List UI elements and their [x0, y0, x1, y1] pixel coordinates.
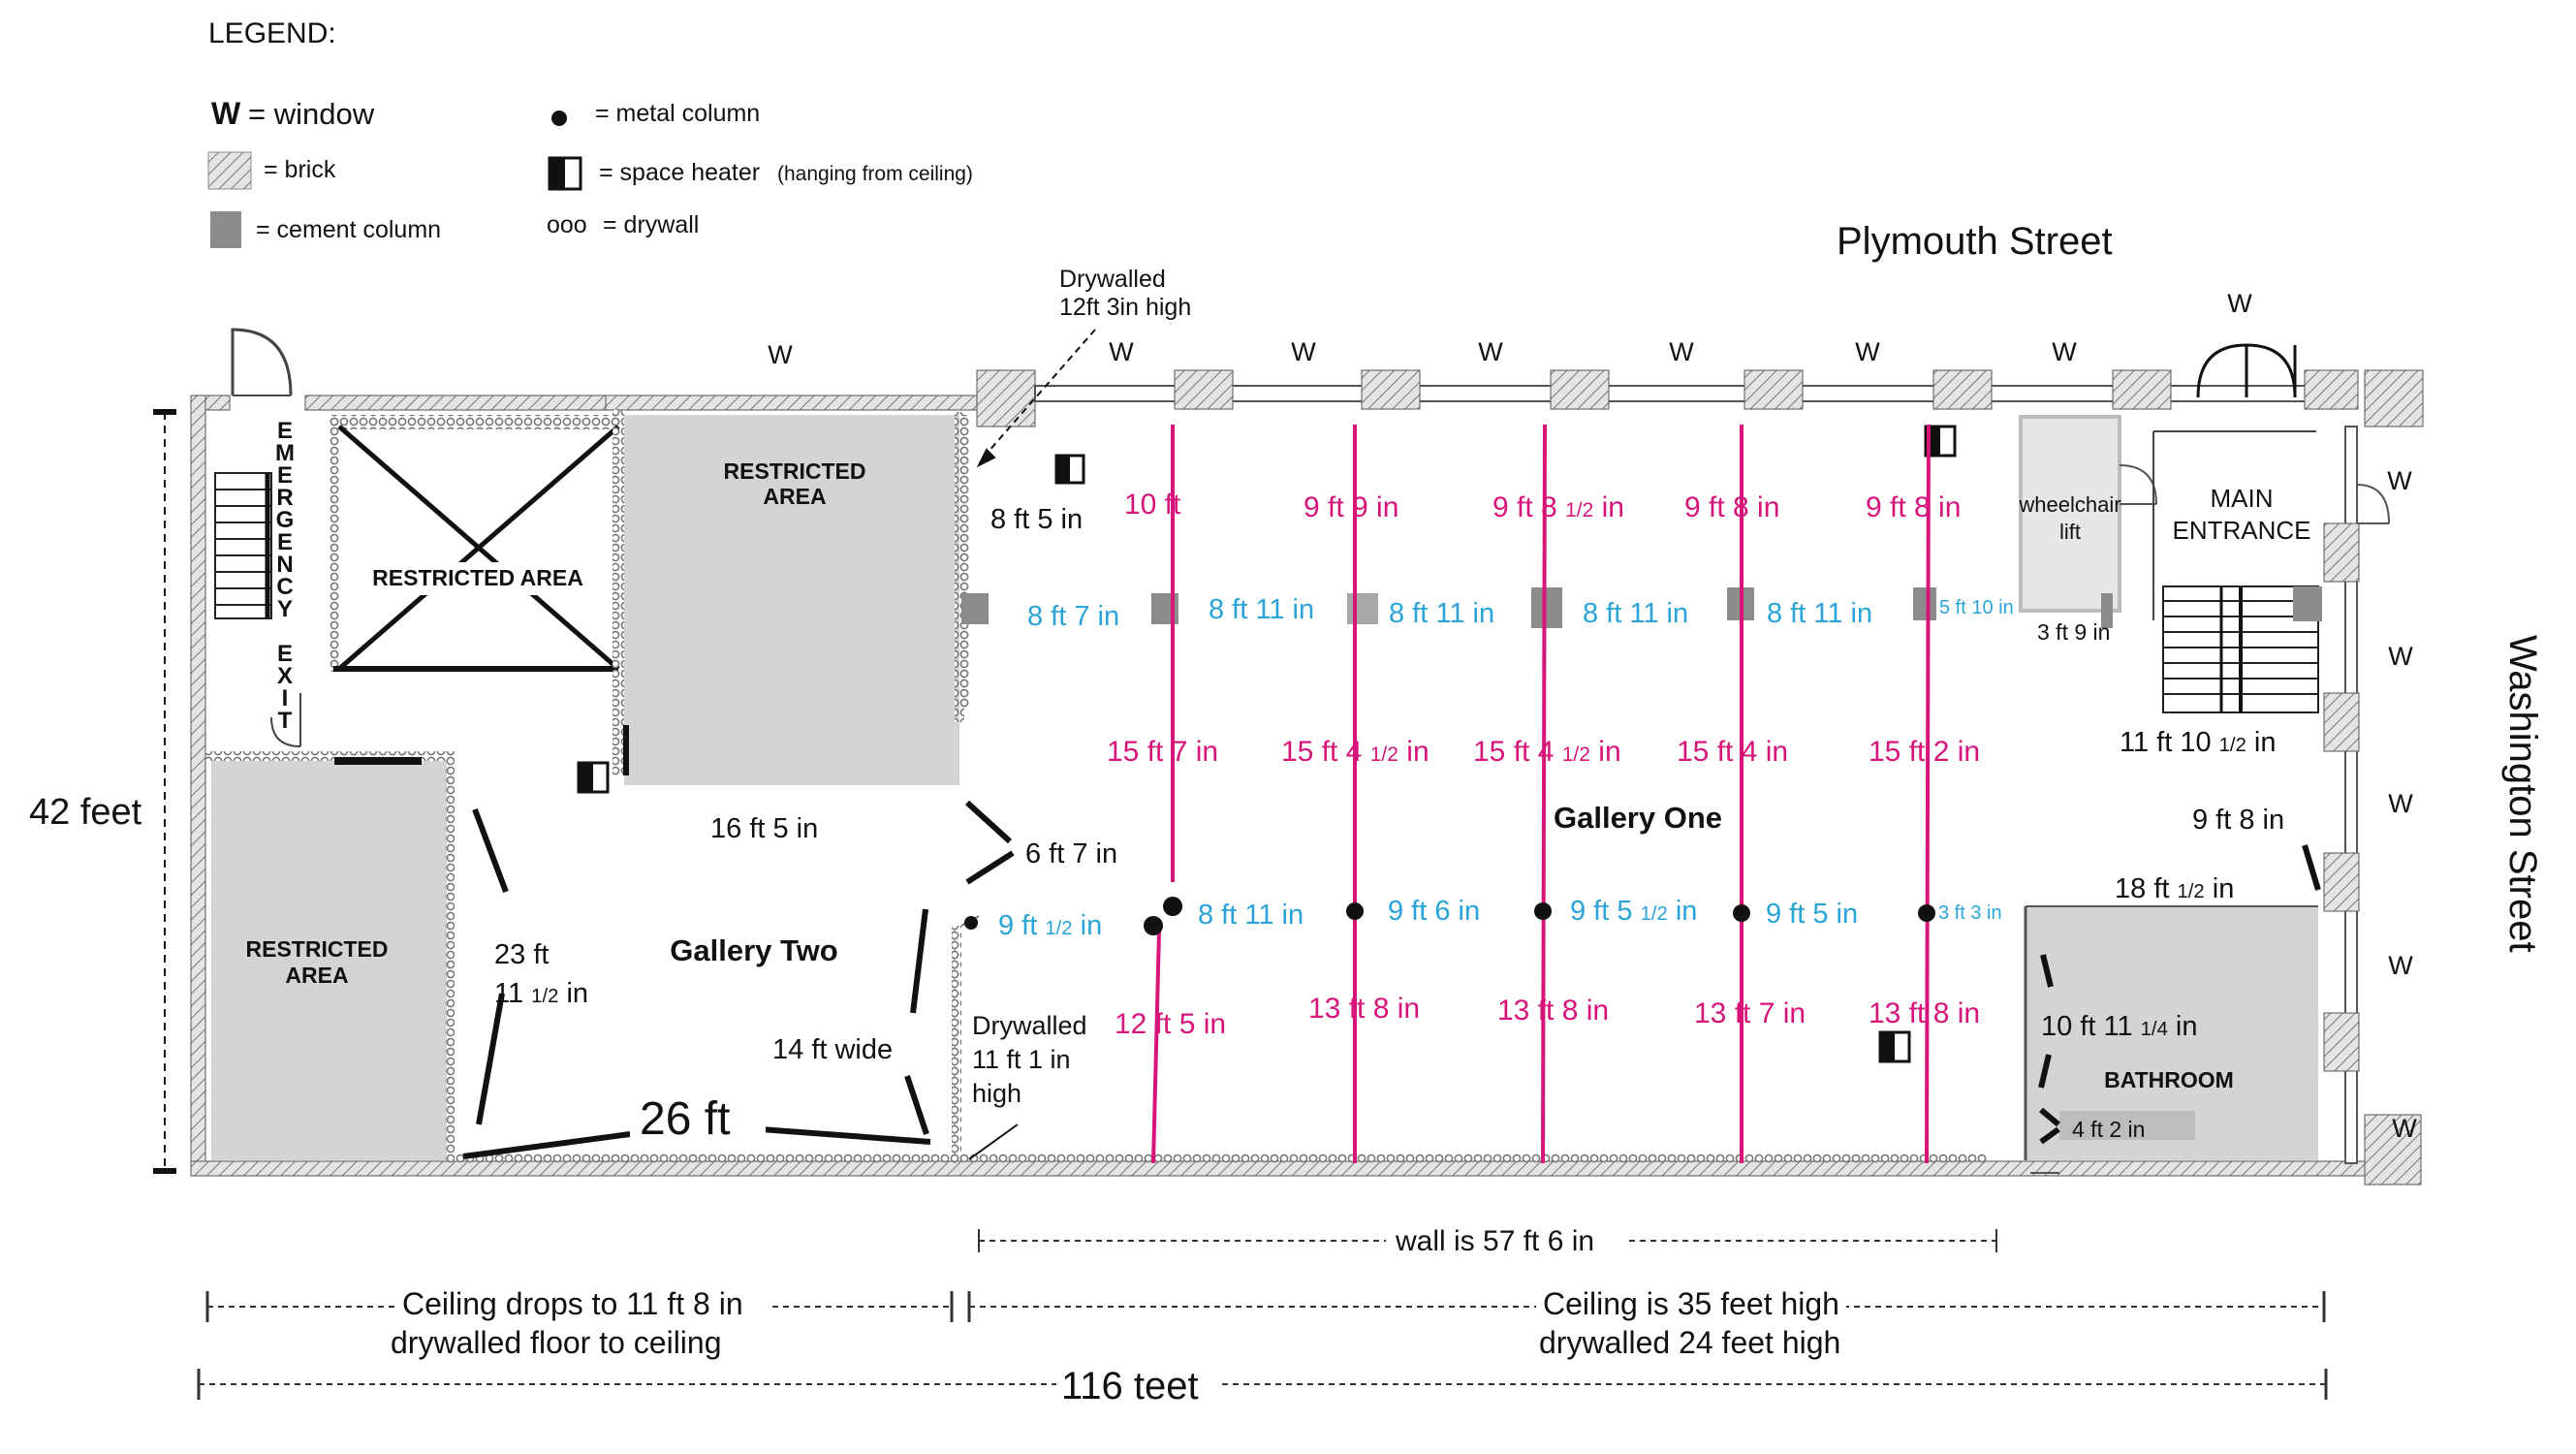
- svg-text:M: M: [275, 440, 295, 466]
- ceiling-left-1: Ceiling drops to 11 ft 8 in: [402, 1286, 743, 1321]
- dim-23ft-b: 11 1/2 in: [494, 978, 589, 1009]
- ceiling-right-2: drywalled 24 feet high: [1539, 1325, 1841, 1360]
- gallery-one-label: Gallery One: [1553, 801, 1723, 835]
- svg-text:T: T: [277, 708, 293, 734]
- main-entrance-label-1: MAIN: [2210, 484, 2274, 513]
- drywalled-note-top-2: 12ft 3in high: [1059, 294, 1192, 321]
- blue-lower-6: 3 ft 3 in: [1938, 902, 2002, 924]
- washington-street-label: Washington Street: [2501, 635, 2544, 953]
- restricted-area-label-3a: RESTRICTED: [245, 936, 389, 962]
- wheelchair-lift-label-2: lift: [2059, 520, 2081, 544]
- dim-8ft5: 8 ft 5 in: [990, 504, 1084, 535]
- dim-23ft-a: 23 ft: [494, 939, 550, 970]
- svg-text:E: E: [276, 529, 294, 555]
- dim-3ft9: 3 ft 9 in: [2037, 619, 2111, 645]
- bathroom-label: BATHROOM: [2104, 1067, 2234, 1092]
- legend-heater-text: = space heater: [599, 159, 761, 186]
- pink-mid-3: 15 ft 4 1/2 in: [1473, 736, 1621, 768]
- dim-4ft2: 4 ft 2 in: [2072, 1117, 2146, 1142]
- blue-lower-2: 8 ft 11 in: [1198, 900, 1304, 931]
- window-label: W: [1669, 337, 1694, 366]
- svg-text:E: E: [276, 462, 294, 489]
- pink-bottom-4: 13 ft 7 in: [1694, 997, 1806, 1029]
- svg-text:G: G: [275, 507, 295, 533]
- restricted-area-x: [330, 415, 620, 672]
- blue-dimensions: [998, 594, 2014, 941]
- ceiling-measure-lines: [1153, 425, 1929, 1163]
- pink-top-5: 9 ft 8 in: [1866, 491, 1962, 523]
- legend-window-text: = window: [248, 97, 375, 131]
- blue-lower-3: 9 ft 6 in: [1388, 896, 1481, 927]
- restricted-area-label-1: RESTRICTED AREA: [372, 565, 583, 590]
- legend-brick-swatch: [208, 152, 251, 189]
- window-label: W: [1478, 337, 1503, 366]
- drywalled-note-mid-2: 11 ft 1 in: [972, 1045, 1071, 1074]
- pink-top-4: 9 ft 8 in: [1684, 491, 1780, 523]
- blue-upper-5: 8 ft 11 in: [1767, 598, 1873, 629]
- space-heater-icon: [1056, 456, 1084, 483]
- pink-mid-4: 15 ft 4 in: [1677, 736, 1789, 768]
- legend-brick-text: = brick: [264, 156, 336, 183]
- dim-11ft10: 11 ft 10 1/2 in: [2120, 727, 2277, 758]
- dim-6ft7: 6 ft 7 in: [1025, 838, 1118, 869]
- dim-42-feet: 42 feet: [29, 792, 142, 833]
- legend-drywall-text: = drywall: [603, 211, 700, 238]
- window-label: W: [1109, 337, 1134, 366]
- dim-18ft: 18 ft 1/2 in: [2115, 873, 2235, 904]
- gallery-two-label: Gallery Two: [670, 933, 838, 967]
- legend-title: LEGEND:: [208, 17, 336, 49]
- svg-text:R: R: [276, 485, 294, 511]
- pink-mid-2: 15 ft 4 1/2 in: [1281, 736, 1429, 768]
- drywalled-note-top-1: Drywalled: [1059, 266, 1166, 293]
- pink-mid-1: 15 ft 7 in: [1107, 736, 1219, 768]
- window-label: W: [1855, 337, 1880, 366]
- window-label: W: [2392, 1114, 2417, 1143]
- svg-text:I: I: [281, 685, 289, 711]
- window-label: W: [768, 340, 793, 369]
- pink-bottom-3: 13 ft 8 in: [1497, 995, 1610, 1027]
- drywalled-note-mid-3: high: [972, 1079, 1022, 1108]
- pink-top-1: 10 ft: [1124, 489, 1181, 521]
- wall-length: wall is 57 ft 6 in: [1396, 1225, 1595, 1257]
- legend-cement-text: = cement column: [256, 216, 442, 243]
- space-heater-icon: [579, 763, 608, 792]
- main-entrance-label-2: ENTRANCE: [2172, 516, 2311, 545]
- blue-lower-4: 9 ft 5 1/2 in: [1570, 896, 1698, 927]
- pink-bottom-2: 13 ft 8 in: [1308, 993, 1421, 1025]
- ceiling-left-2: drywalled floor to ceiling: [391, 1325, 722, 1360]
- window-label: W: [2388, 789, 2413, 818]
- legend-cement-swatch: [210, 211, 241, 248]
- dim-26ft: 26 ft: [640, 1093, 731, 1145]
- dim-14ft-wide: 14 ft wide: [772, 1034, 894, 1065]
- restricted-area-label-3b: AREA: [285, 963, 349, 988]
- wheelchair-lift-label-1: wheelchair: [2019, 492, 2121, 517]
- legend-heater-note: (hanging from ceiling): [777, 163, 973, 185]
- plymouth-street-label: Plymouth Street: [1837, 220, 2113, 263]
- pink-bottom-5: 13 ft 8 in: [1869, 997, 1981, 1029]
- window-label: W: [2052, 337, 2077, 366]
- window-label: W: [2388, 951, 2413, 980]
- window-label: W: [2388, 642, 2413, 671]
- pink-top-3: 9 ft 8 1/2 in: [1492, 491, 1624, 523]
- window-label: W: [1291, 337, 1316, 366]
- dimension-lines: [153, 412, 2318, 1171]
- window-label: W: [2227, 289, 2252, 318]
- blue-upper-6: 5 ft 10 in: [1939, 597, 2014, 618]
- total-length: 116 teet: [1061, 1365, 1199, 1407]
- blue-lower-1: 9 ft 1/2 in: [998, 910, 1103, 941]
- ceiling-right-1: Ceiling is 35 feet high: [1543, 1286, 1839, 1321]
- svg-text:N: N: [276, 552, 294, 578]
- pink-top-2: 9 ft 9 in: [1304, 491, 1399, 523]
- emergency-exit-label: [275, 418, 295, 734]
- space-heater-icon: [1880, 1032, 1909, 1061]
- bottom-dimensions: [199, 1217, 2326, 1407]
- restricted-area-label-2b: AREA: [763, 484, 827, 509]
- legend-space-heater-icon: [550, 158, 581, 189]
- svg-text:C: C: [276, 574, 294, 600]
- blue-upper-3: 8 ft 11 in: [1389, 598, 1495, 629]
- dim-16ft5: 16 ft 5 in: [710, 813, 819, 844]
- legend-metal-text: = metal column: [595, 100, 761, 127]
- blue-upper-2: 8 ft 11 in: [1209, 594, 1315, 625]
- dim-10ft11: 10 ft 11 1/4 in: [2041, 1011, 2198, 1042]
- blue-lower-5: 9 ft 5 in: [1766, 899, 1859, 930]
- blue-upper-1: 8 ft 7 in: [1027, 601, 1120, 632]
- svg-text:E: E: [276, 418, 294, 444]
- svg-text:X: X: [276, 663, 294, 689]
- dim-9ft8: 9 ft 8 in: [2192, 805, 2285, 836]
- restricted-area-label-2a: RESTRICTED: [723, 458, 866, 484]
- drywalled-note-mid-1: Drywalled: [972, 1011, 1087, 1040]
- legend: [208, 17, 973, 248]
- blue-upper-4: 8 ft 11 in: [1583, 598, 1689, 629]
- pink-bottom-1: 12 ft 5 in: [1115, 1008, 1227, 1040]
- legend-metal-column-icon: [551, 111, 567, 126]
- window-label: W: [2387, 466, 2412, 495]
- legend-drywall-symbol: ooo: [547, 211, 587, 238]
- pink-mid-5: 15 ft 2 in: [1869, 736, 1981, 768]
- svg-text:E: E: [276, 641, 294, 667]
- svg-text:Y: Y: [276, 596, 294, 622]
- legend-window-symbol: W: [211, 96, 241, 131]
